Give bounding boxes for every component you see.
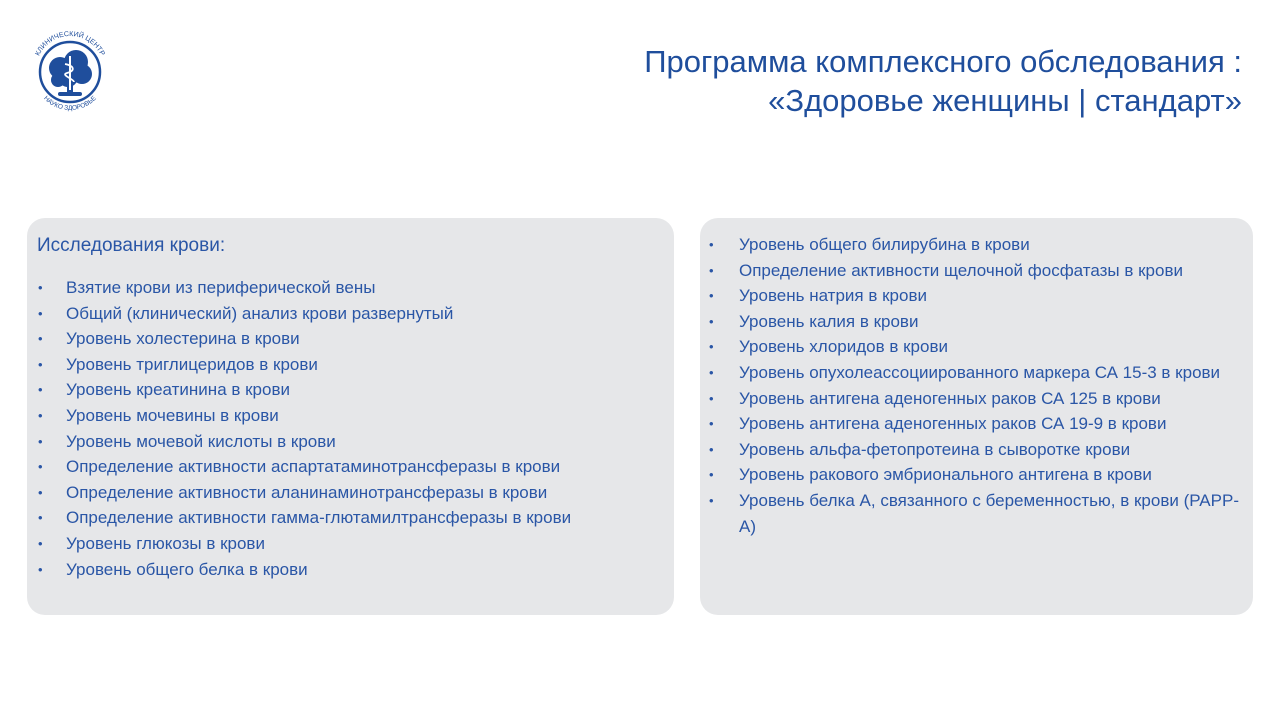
bullet-icon: • xyxy=(709,441,714,457)
list-item xyxy=(37,326,664,352)
list-item-text: Уровень антигена аденогенных раков СА 125 в крови xyxy=(739,388,1161,408)
list-item-text: Уровень триглицеридов в крови xyxy=(66,354,318,374)
list-item-text: Уровень креатинина в крови xyxy=(66,380,290,400)
blood-tests-panel xyxy=(27,218,674,615)
list-item xyxy=(37,377,664,403)
list-item xyxy=(708,283,1247,309)
bullet-icon: • xyxy=(709,288,714,304)
bullet-icon: • xyxy=(709,339,714,355)
list-item-text: Уровень общего белка в крови xyxy=(66,559,308,579)
bullet-icon: • xyxy=(38,510,43,526)
list-item-text: Уровень мочевой кислоты в крови xyxy=(66,431,336,451)
bullet-icon: • xyxy=(709,313,714,329)
list-item-text: Уровень белка А, связанного с беременностью, в крови (PAPP-A) xyxy=(739,490,1239,536)
list-item xyxy=(37,429,664,455)
list-item-text: Уровень мочевины в крови xyxy=(66,405,279,425)
list-item xyxy=(708,462,1247,488)
list-item-text: Уровень общего билирубина в крови xyxy=(739,235,1030,254)
list-item xyxy=(708,258,1247,284)
bullet-icon: • xyxy=(709,467,714,483)
list-item xyxy=(37,480,664,506)
list-item-text: Уровень глюкозы в крови xyxy=(66,533,265,553)
list-item xyxy=(708,232,1247,258)
bullet-icon: • xyxy=(709,416,714,432)
list-item xyxy=(708,437,1247,463)
list-item-text: Уровень хлоридов в крови xyxy=(739,337,948,357)
bullet-icon: • xyxy=(38,484,43,500)
additional-tests-panel xyxy=(700,218,1253,615)
list-item xyxy=(708,488,1247,539)
list-item-text: Общий (клинический) анализ крови развернутый xyxy=(66,303,454,323)
bullet-icon: • xyxy=(709,390,714,406)
list-item-text: Определение активности аланинаминотрансферазы в крови xyxy=(66,482,548,502)
list-item-text: Уровень антигена аденогенных раков СА 19-9 в крови xyxy=(739,414,1167,434)
list-item xyxy=(37,403,664,429)
logo-text-top: КЛИНИЧЕСКИЙ ЦЕНТР xyxy=(34,30,106,58)
list-item xyxy=(708,386,1247,412)
list-item xyxy=(708,360,1247,386)
bullet-icon: • xyxy=(38,407,43,423)
panel-heading: Исследования крови: xyxy=(37,235,226,256)
page-title xyxy=(644,42,1242,120)
list-item-text: Определение активности аспартатаминотрансферазы в крови xyxy=(66,457,561,477)
list-item-text: Уровень калия в крови xyxy=(739,311,919,331)
clinic-logo xyxy=(24,24,116,116)
list-item xyxy=(37,301,664,327)
bullet-icon: • xyxy=(38,280,43,295)
bullet-icon: • xyxy=(38,433,43,449)
list-item xyxy=(37,275,664,301)
bullet-icon: • xyxy=(38,305,43,321)
list-item xyxy=(37,454,664,480)
logo-text-bottom: НАУКО ЗДОРОВЬЕ xyxy=(42,94,98,113)
blood-tests-list xyxy=(37,275,664,582)
list-item-text: Определение активности гамма-глютамилтрансферазы в крови xyxy=(66,508,572,528)
bullet-icon: • xyxy=(38,459,43,475)
list-item xyxy=(708,334,1247,360)
list-item-text: Уровень опухолеассоциированного маркера СА 15-3 в крови xyxy=(739,362,1221,382)
list-item-text: Определение активности щелочной фосфатазы в крови xyxy=(739,260,1183,280)
bullet-icon: • xyxy=(38,382,43,398)
list-item-text: Уровень холестерина в крови xyxy=(66,329,300,349)
list-item xyxy=(708,309,1247,335)
list-item-text: Уровень ракового эмбрионального антигена в крови xyxy=(739,465,1152,485)
title-line-1: Программа комплексного обследования : xyxy=(644,44,1242,79)
list-item-text: Уровень альфа-фетопротеина в сыворотке крови xyxy=(739,439,1131,459)
bullet-icon: • xyxy=(38,356,43,372)
list-item xyxy=(37,505,664,531)
list-item xyxy=(708,411,1247,437)
bullet-icon: • xyxy=(38,535,43,551)
list-item-text: Взятие крови из периферической вены xyxy=(66,278,376,297)
additional-tests-list xyxy=(708,232,1247,539)
list-item-text: Уровень натрия в крови xyxy=(739,286,927,306)
bullet-icon: • xyxy=(709,237,714,252)
bullet-icon: • xyxy=(709,492,714,508)
list-item xyxy=(37,557,664,583)
list-item xyxy=(37,531,664,557)
bullet-icon: • xyxy=(709,364,714,380)
bullet-icon: • xyxy=(709,262,714,278)
title-line-2: «Здоровье женщины | стандарт» xyxy=(768,83,1242,118)
bullet-icon: • xyxy=(38,561,43,577)
list-item xyxy=(37,352,664,378)
bullet-icon: • xyxy=(38,331,43,347)
